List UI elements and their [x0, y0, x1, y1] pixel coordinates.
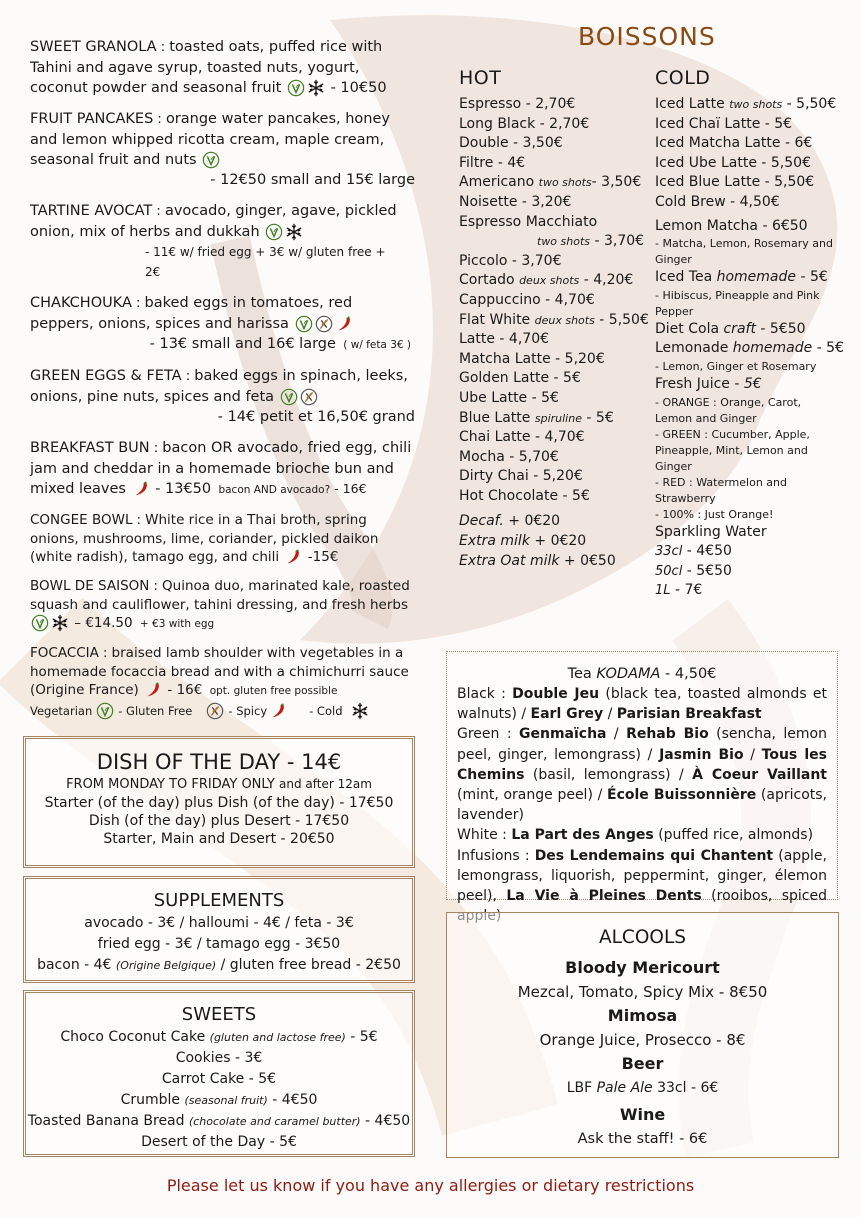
- tea-box: [446, 651, 838, 905]
- sweet-item: Cookies - 3€: [175, 1050, 263, 1066]
- alcool-name: Bloody Mericourt: [565, 958, 720, 977]
- veg-icon: [96, 702, 114, 720]
- chili-icon: [284, 548, 302, 566]
- supplements-title: SUPPLEMENTS: [153, 890, 285, 911]
- dish-price: -15€: [303, 549, 339, 565]
- dish-price-note: + €3 with egg: [136, 618, 215, 630]
- veg-icon: [265, 223, 283, 241]
- dish-item: [30, 438, 415, 500]
- sweet-item: Choco Coconut Cake (gluten and lactose free) - 5€: [60, 1029, 378, 1045]
- chili-icon: [335, 315, 353, 333]
- cold-drink-item: Lemon Matcha - 6€50: [655, 217, 808, 234]
- chili-icon: [132, 480, 150, 498]
- dish-of-the-day-subtitle: FROM MONDAY TO FRIDAY ONLY and after 12am: [66, 777, 372, 792]
- legend: [30, 702, 415, 720]
- dish-price: - 11€ w/ fried egg + 3€ w/ gluten free + 2€: [145, 245, 386, 279]
- hot-drink-item: Cappuccino - 4,70€: [459, 291, 595, 308]
- extra-item: Extra milk + 0€20: [459, 533, 587, 550]
- snowflake-icon: [51, 614, 69, 632]
- cold-drink-detail: Ginger: [655, 459, 692, 473]
- cold-drink-item: Iced Blue Latte - 5,50€: [655, 174, 815, 191]
- dish-sep: :: [149, 441, 163, 456]
- dish-item: [30, 511, 415, 566]
- dish-description: toasted oats, puffed rice with Tahini and agave syrup, toasted nuts, yogurt, coconut powder and seasonal fruit: [30, 39, 383, 96]
- dish-price-note: ( w/ feta 3€ ): [339, 339, 411, 351]
- cold-drink-detail: Pepper: [655, 304, 694, 318]
- dish-name: FOCACCIA: [30, 645, 99, 661]
- cold-drink-detail: Strawberry: [655, 491, 716, 505]
- cold-drink-item: Diet Cola craft - 5€50: [655, 320, 806, 337]
- veg-icon: [280, 388, 298, 406]
- dish-of-the-day-title: DISH OF THE DAY - 14€: [96, 750, 342, 774]
- hot-list: [459, 95, 649, 506]
- cold-drink-detail: - Lemon, Ginger et Rosemary: [655, 359, 817, 373]
- snowflake-icon: [351, 702, 369, 720]
- dish-of-the-day-line: Starter (of the day) plus Dish (of the day) - 17€50: [44, 795, 394, 811]
- cold-drink-detail: - Hibiscus, Pineapple and Pink: [655, 288, 820, 302]
- dish-price-note: opt. gluten free possible: [206, 685, 338, 697]
- tea-green: Green : Genmaïcha / Rehab Bio (sencha, lemon peel, ginger, lemongrass) / Jasmin Bio / Tous les Chemins (basil, lemongrass) / À Coeur Vaillant (mint, orange peel) / École Buissonnière (apricots, lavender): [457, 726, 827, 824]
- cold-list: [655, 95, 855, 601]
- legend-spicy: - Spicy: [228, 704, 268, 718]
- alcool-name: Wine: [619, 1105, 666, 1124]
- hot-drink-item: Golden Latte - 5€: [459, 370, 581, 387]
- snowflake-icon: [285, 223, 303, 241]
- dish-price: - 10€50: [325, 80, 387, 96]
- dish-price: – €14.50 + €3 with egg: [70, 615, 215, 631]
- hot-drink-item: Flat White deux shots - 5,50€: [459, 311, 649, 328]
- alcool-desc: LBF Pale Ale 33cl - 6€: [566, 1080, 719, 1096]
- dish-item: [30, 644, 415, 700]
- cold-drink-detail: - ORANGE : Orange, Carot,: [655, 395, 802, 409]
- hot-drink-item: Hot Chocolate - 5€: [459, 487, 590, 504]
- veg-icon: [295, 315, 313, 333]
- alcool-desc: Orange Juice, Prosecco - 8€: [539, 1031, 746, 1049]
- dish-sep: :: [98, 646, 112, 661]
- tea-black: Black : Double Jeu (black tea, toasted almonds et walnuts) / Earl Grey / Parisian Breakfast: [457, 686, 827, 723]
- food-menu: [30, 37, 415, 711]
- hot-drink-item: Dirty Chai - 5,20€: [459, 468, 583, 485]
- alcool-name: Beer: [621, 1054, 664, 1073]
- hot-drink-item: Americano two shots- 3,50€: [459, 174, 642, 191]
- dish-name: FRUIT PANCAKES: [30, 111, 154, 127]
- gluten-free-icon: [206, 702, 224, 720]
- extra-item: Decaf. + 0€20: [459, 513, 561, 530]
- cold-drink-item: Iced Chaï Latte - 5€: [655, 115, 793, 132]
- hot-drink-item: Ube Latte - 5€: [459, 389, 559, 406]
- cold-title: COLD: [655, 67, 711, 89]
- dish-sep: :: [131, 296, 145, 311]
- dish-item: [30, 293, 415, 355]
- sweets-title: SWEETS: [181, 1004, 257, 1025]
- dish-description: baked eggs in tomatoes, red peppers, onions, spices and harissa: [30, 295, 353, 332]
- cold-drink-detail: Pineapple, Mint, Lemon and: [655, 443, 808, 457]
- cold-drink-item: 1L - 7€: [655, 582, 703, 599]
- tea-infusions: Infusions : Des Lendemains qui Chantent (apple, lemongrass, liquorish, peppermint, ginger, élemon peel), La Vie à Pleines Dents (rooibos, spiced: [457, 847, 828, 905]
- dish-sep: :: [153, 112, 166, 127]
- dish-price: - 13€50 bacon AND avocado? - 16€: [150, 481, 367, 497]
- legend-cold: - Cold: [309, 704, 343, 718]
- dish-price: - 13€ small and 16€ large ( w/ feta 3€ ): [149, 336, 411, 352]
- alcool-name: Mimosa: [607, 1006, 678, 1025]
- dish-description: White rice in a Thai broth, spring onions, mushrooms, lime, coriander, pickled daikon (white radish), tamago egg, and chili: [30, 512, 379, 565]
- hot-drink-item: Cortado deux shots - 4,20€: [459, 272, 634, 289]
- supplements-line: fried egg - 3€ / tamago egg - 3€50: [97, 936, 341, 952]
- dish-item: [30, 577, 415, 633]
- dish-description: bacon OR avocado, fried egg, chili jam and cheddar in a homemade brioche bun and mixed leaves: [30, 440, 412, 497]
- cold-drink-detail: Lemon and Ginger: [655, 411, 757, 425]
- dish-of-the-day-line: Starter, Main and Desert - 20€50: [103, 831, 335, 847]
- legend-vegetarian: Vegetarian: [30, 704, 93, 718]
- cold-drinks: [655, 67, 855, 601]
- dish-name: BREAKFAST BUN: [30, 440, 150, 456]
- cold-drink-item: Iced Tea homemade - 5€: [655, 269, 828, 286]
- dish-item: [30, 366, 415, 427]
- dish-name: TARTINE AVOCAT: [30, 203, 153, 219]
- dish-price-note: bacon AND avocado?: [215, 484, 331, 496]
- hot-drink-item: Filtre - 4€: [459, 154, 526, 171]
- veg-icon: [31, 614, 49, 632]
- cold-drink-detail: - 100% : Just Orange!: [655, 507, 774, 521]
- dish-name: SWEET GRANOLA: [30, 39, 157, 55]
- legend-gluten-free: - Gluten Free: [118, 704, 193, 718]
- dish-name: GREEN EGGS & FETA: [30, 368, 182, 384]
- cold-drink-detail: Ginger: [655, 253, 692, 267]
- hot-drink-item: Latte - 4,70€: [459, 331, 550, 348]
- cold-drink-item: Iced Latte two shots - 5,50€: [655, 96, 837, 112]
- alcools-box: [446, 912, 839, 1158]
- chili-icon: [144, 681, 162, 699]
- sweet-item: Carrot Cake - 5€: [161, 1071, 277, 1087]
- allergy-notice: Please let us know if you have any allergies or dietary restrictions: [166, 1176, 695, 1195]
- dish-name: CONGEE BOWL: [30, 512, 133, 528]
- supplements-line: avocado - 3€ / halloumi - 4€ / feta - 3€: [84, 915, 354, 931]
- chili-icon: [269, 702, 287, 720]
- sweet-item: Crumble (seasonal fruit) - 4€50: [120, 1092, 318, 1108]
- gluten-free-icon: [315, 315, 333, 333]
- cold-drink-item: Iced Matcha Latte - 6€: [655, 135, 813, 152]
- hot-drink-item: Matcha Latte - 5,20€: [459, 350, 605, 367]
- dish-name: CHAKCHOUKA: [30, 295, 132, 311]
- cold-drink-item: Sparkling Water: [655, 523, 767, 540]
- hot-drink-item: Double - 3,50€: [459, 135, 563, 152]
- cold-drink-item: Cold Brew - 4,50€: [655, 193, 780, 210]
- hot-drink-item: Espresso - 2,70€: [459, 96, 576, 112]
- dish-sep: :: [181, 369, 195, 384]
- hot-drink-item: Mocha - 5,70€: [459, 448, 559, 465]
- dish-price: - 16€ opt. gluten free possible: [163, 682, 338, 698]
- cold-drink-detail: - Matcha, Lemon, Rosemary and: [655, 237, 833, 251]
- dish-description: braised lamb shoulder with vegetables in a homemade focaccia bread and with a chimichurri sauce (Origine France): [30, 645, 409, 698]
- sweet-item: Toasted Banana Bread (chocolate and caramel butter) - 4€50: [27, 1113, 411, 1129]
- supplements-line: bacon - 4€ (Origine Belgique) / gluten free bread - 2€50: [37, 957, 401, 973]
- dish-price: - 12€50 small and 15€ large: [210, 172, 415, 188]
- cold-drink-item: 33cl - 4€50: [655, 543, 732, 560]
- sweets-box: [23, 990, 415, 1157]
- dish-description: baked eggs in spinach, leeks, onions, pine nuts, spices and feta: [30, 368, 408, 405]
- hot-drink-item: Noisette - 3,20€: [459, 193, 572, 210]
- dish-sep: :: [156, 40, 170, 55]
- dish-description: Quinoa duo, marinated kale, roasted squash and cauliflower, tahini dressing, and fresh herbs: [30, 578, 410, 613]
- veg-icon: [287, 79, 305, 97]
- snowflake-icon: [307, 79, 325, 97]
- hot-drink-item: Espresso Macchiato: [459, 213, 598, 230]
- alcool-desc: Mezcal, Tomato, Spicy Mix - 8€50: [517, 983, 768, 1001]
- dish-of-the-day-line: Dish (of the day) plus Desert - 17€50: [88, 813, 350, 829]
- dish-name: BOWL DE SAISON: [30, 578, 150, 594]
- hot-drink-item: Chai Latte - 4,70€: [459, 429, 585, 446]
- sweet-item: Desert of the Day - 5€: [141, 1134, 297, 1150]
- dish-item: [30, 201, 415, 282]
- sweets-list: [26, 1027, 412, 1153]
- hot-drink-item: Blue Latte spiruline - 5€: [459, 409, 614, 426]
- alcool-desc: Ask the staff! - 6€: [577, 1131, 708, 1147]
- tea-white: White : La Part des Anges (puffed rice, almonds): [457, 827, 814, 844]
- dish-of-the-day-box: [23, 736, 415, 868]
- cold-drink-detail: - RED : Watermelon and: [655, 475, 787, 489]
- dish-sep: :: [149, 579, 163, 594]
- veg-icon: [202, 151, 220, 169]
- dish-sep: :: [152, 204, 165, 219]
- dish-description: orange water pancakes, honey and lemon whipped ricotta cream, maple cream, seasonal fruit and nuts: [30, 111, 390, 168]
- extras-list: [459, 512, 649, 571]
- hot-drink-item: Piccolo - 3,70€: [459, 252, 562, 269]
- hot-drinks: [459, 67, 649, 571]
- tea-title: Tea KODAMA - 4,50€: [567, 666, 717, 682]
- cold-drink-item: Fresh Juice - 5€: [655, 375, 762, 392]
- cold-drink-detail: - GREEN : Cucumber, Apple,: [655, 427, 810, 441]
- hot-drink-item: Long Black - 2,70€: [459, 115, 590, 132]
- dish-item: [30, 109, 415, 190]
- hot-title: HOT: [459, 67, 502, 89]
- cold-drink-item: 50cl - 5€50: [655, 562, 732, 579]
- cold-drink-item: Lemonade homemade - 5€: [655, 340, 844, 357]
- alcools-title: ALCOOLS: [598, 927, 687, 948]
- dish-item: [30, 37, 415, 98]
- extra-item: Extra Oat milk + 0€50: [459, 552, 616, 569]
- dish-price: - 14€ petit et 16,50€ grand: [217, 409, 415, 425]
- dish-sep: :: [132, 513, 146, 528]
- cold-drink-item: Iced Ube Latte - 5,50€: [655, 154, 811, 171]
- supplements-box: [23, 876, 415, 983]
- gluten-free-icon: [300, 388, 318, 406]
- dish-description: avocado, ginger, agave, pickled onion, mix of herbs and dukkah: [30, 203, 397, 240]
- hot-drink-item: two shots - 3,70€: [537, 233, 645, 250]
- boissons-title: BOISSONS: [578, 22, 716, 51]
